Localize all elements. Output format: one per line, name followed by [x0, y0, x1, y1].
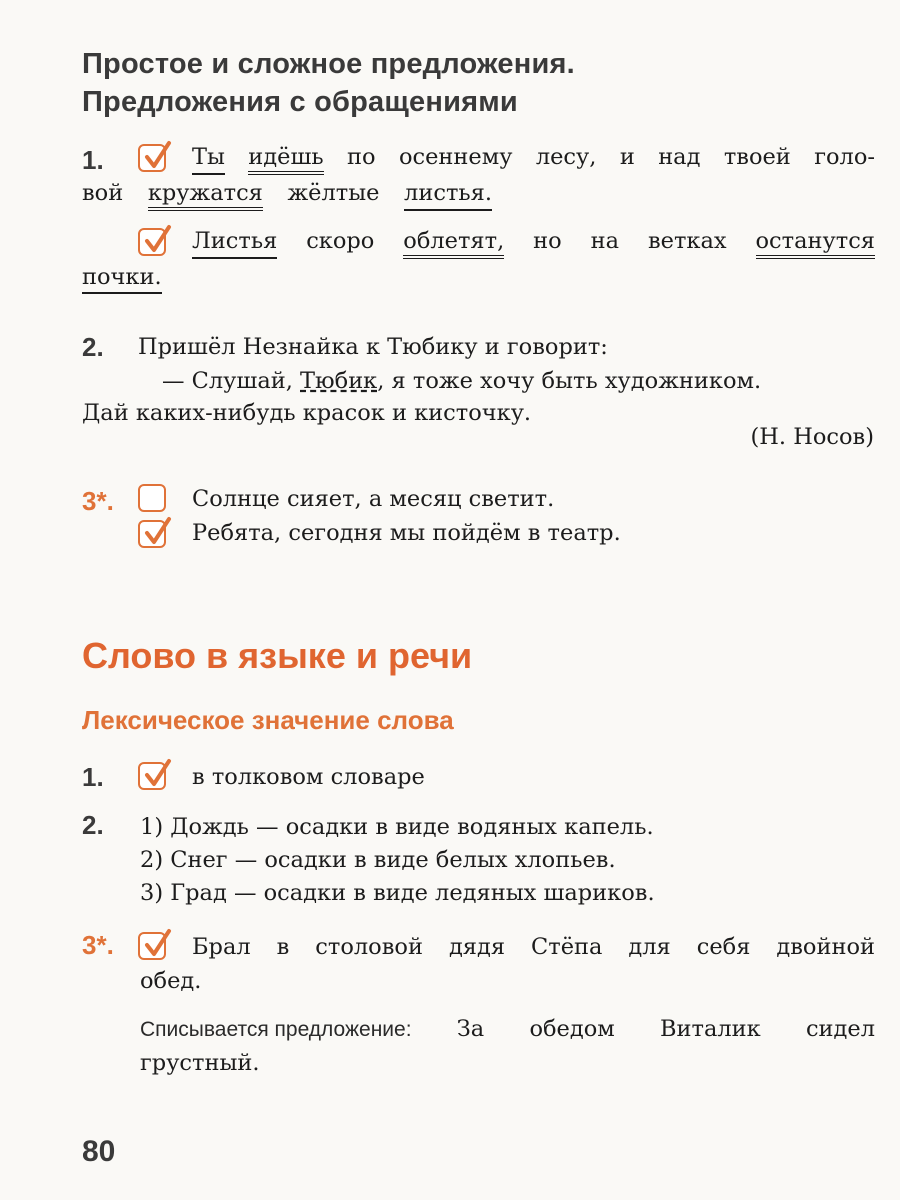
word-subject: Листья [192, 228, 277, 259]
sentence-line [192, 144, 875, 175]
checkbox-checked[interactable] [138, 520, 166, 548]
task-number: 1. [82, 762, 104, 792]
check-icon [142, 758, 172, 790]
section-title-line1: Простое и сложное предложения. [82, 48, 575, 80]
word: для [628, 934, 671, 960]
answer-text: в толковом словаре [192, 764, 425, 790]
word: твоей [723, 144, 791, 170]
word-predicate: идёшь [248, 144, 323, 175]
task-number: 1. [82, 145, 104, 175]
word-subject: листья. [404, 180, 492, 211]
word: За [456, 1016, 485, 1042]
word: голо- [814, 144, 875, 170]
word: ветках [647, 228, 727, 254]
option-text: Солнце сияет, а месяц светит. [192, 486, 555, 512]
word: над [658, 144, 701, 170]
note-line2: грустный. [140, 1050, 260, 1076]
word: себя [696, 934, 751, 960]
text-line [162, 368, 874, 396]
word: лесу, [535, 144, 597, 170]
list-item: 1) Дождь — осадки в виде водяных капель. [140, 814, 654, 840]
word: дядя [448, 934, 506, 960]
checkbox-checked[interactable] [138, 932, 166, 960]
word: Брал [192, 934, 251, 960]
check-icon [142, 928, 172, 960]
task-number: 2. [82, 810, 104, 840]
word: сидел [805, 1016, 875, 1042]
word: осеннему [398, 144, 513, 170]
note-label: Списывается предложение: [140, 1018, 412, 1041]
word: в [276, 934, 290, 960]
word-subject: Ты [192, 144, 225, 175]
word-predicate: останутся [756, 228, 876, 259]
task-number: 3*. [82, 930, 114, 960]
word: вой [82, 180, 124, 206]
author-attribution: (Н. Носов) [750, 424, 874, 450]
checkbox-checked[interactable] [138, 228, 166, 256]
text-part: , я тоже хочу быть художником. [377, 368, 762, 394]
word-subject: почки. [82, 264, 162, 294]
word: и [619, 144, 635, 170]
sentence-line [82, 264, 162, 290]
word: на [590, 228, 620, 254]
text-line: обед. [140, 968, 202, 994]
word: скоро [306, 228, 375, 254]
checkbox-checked[interactable] [138, 144, 166, 172]
list-item: 2) Снег — осадки в виде белых хлопьев. [140, 847, 616, 873]
word: жёлтые [287, 180, 380, 206]
task-number: 2. [82, 332, 104, 362]
checkbox-checked[interactable] [138, 762, 166, 790]
section-subtitle: Лексическое значение слова [82, 705, 454, 735]
text-line: Дай каких-нибудь красок и кисточку. [82, 400, 532, 426]
note-line [140, 1016, 875, 1042]
word: обедом [529, 1016, 615, 1042]
page-number: 80 [82, 1135, 116, 1168]
word: Стёпа [531, 934, 603, 960]
word: двойной [776, 934, 875, 960]
task-number: 3*. [82, 486, 114, 516]
word: по [347, 144, 376, 170]
section-title-line2: Предложения с обращениями [82, 86, 518, 118]
sentence-line [192, 934, 875, 960]
text-part: — Слушай, [162, 368, 293, 394]
word-predicate: кружатся [148, 180, 263, 211]
option-text: Ребята, сегодня мы пойдём в театр. [192, 520, 621, 546]
checkbox-empty[interactable] [138, 484, 166, 512]
sentence-line [82, 180, 492, 211]
word-predicate: облетят, [403, 228, 504, 259]
text-line: Пришёл Незнайка к Тюбику и говорит: [138, 334, 608, 360]
check-icon [142, 224, 172, 256]
check-icon [142, 516, 172, 548]
list-item: 3) Град — осадки в виде ледяных шариков. [140, 880, 655, 906]
word: столовой [315, 934, 423, 960]
word: но [533, 228, 562, 254]
sentence-line [192, 228, 875, 259]
word: Виталик [659, 1016, 761, 1042]
check-icon [142, 140, 172, 172]
section-title: Слово в языке и речи [82, 635, 473, 676]
address-word: Тюбик [300, 368, 378, 394]
